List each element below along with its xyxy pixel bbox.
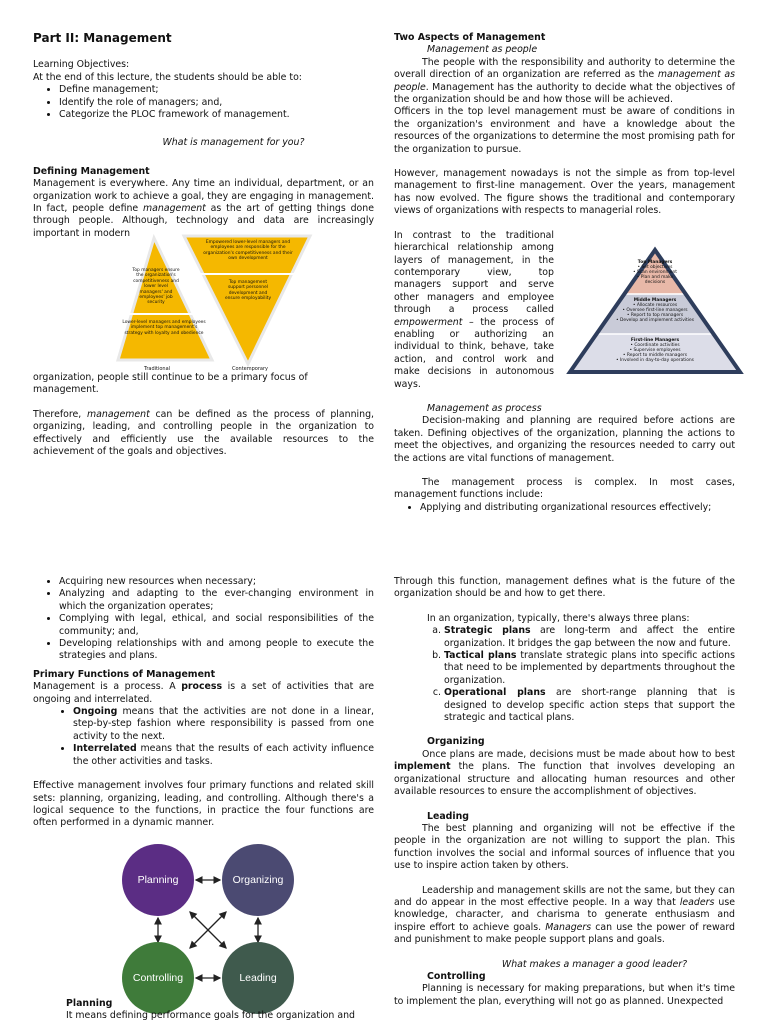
leading-paragraph-1: The best planning and organizing will not be effective if the people in the organization are not willing to support the plan. This function involves the social and informal sources of influence that you use to inspire action taken by others.	[394, 822, 735, 872]
first-line-managers-title: First-line Managers	[630, 338, 680, 343]
plans-intro: In an organization, typically, there's always three plans:	[427, 612, 690, 624]
aspects-heading: Two Aspects of Management	[394, 32, 546, 43]
organizing-circle: Organizing	[222, 844, 294, 916]
contemporary-bottom-text: Top management support personnel development and ensure employability	[224, 280, 272, 302]
list-item: • Supervise employees	[629, 348, 681, 353]
organizing-paragraph: Once plans are made, decisions must be made about how to best implement the plans. The function that involves developing an organizational structure and allocating human resources and other available resources to ensure the accomplishment of objectives.	[394, 748, 735, 798]
people-paragraph-2: Officers in the top level management must be aware of conditions in the organization's environment and have a knowledge about the resources of the organizations to determine the most promising path for the organization to pursue.	[394, 106, 735, 155]
list-item: • Report to middle managers	[622, 353, 688, 358]
list-item: c. Operational plans are short-range planning that is designed to develop specific action steps that support the strategic and tactical plans.	[444, 687, 735, 724]
contrast-paragraph: In contrast to the traditional hierarchical relationship among layers of management, in the contemporary view, top managers support and serve other managers and employee through a process called empowerment – the process of enabling or authorizing an individual to think, behave, take action, and control work and make decisions in autonomous ways.	[394, 229, 554, 390]
controlling-paragraph: Planning is necessary for making preparations, but when it's time to implement the plan, everything will not go as planned. Unexpected	[394, 983, 735, 1007]
first-line-managers-block	[590, 338, 720, 363]
planning-heading: Planning	[66, 998, 113, 1009]
planning-paragraph: It means defining performance goals for the organization and	[66, 1010, 355, 1022]
plans-list	[394, 625, 735, 724]
top-managers-title: Top Managers	[637, 260, 673, 265]
list-item: • Ongoing means that the activities are not done in a linear, step-by-step fashion where responsibility is passed from one activity to the next.	[73, 706, 374, 743]
people-paragraph-3: However, management nowadays is not the simple as from top-level management to first-line management. Over the years, management has now evolved. The figure shows the traditional and contemporary views of organizations with respects to managerial roles.	[394, 168, 735, 217]
ploc-figure	[118, 840, 298, 1020]
list-item: • Oversee first-line managers	[622, 308, 688, 313]
question-heading: What is management for you?	[162, 137, 305, 149]
objectives-list	[33, 84, 374, 121]
process-list	[394, 502, 735, 514]
top-managers-block	[630, 260, 680, 285]
people-paragraph-1: The people with the responsibility and authority to determine the overall direction of an organization are referred as the management as people. Management has the authority to decide what the objectives of the organization should be and how those will be achieved.	[394, 56, 735, 106]
list-item: • Set objectives	[637, 265, 673, 270]
effective-paragraph: Effective management involves four primary functions and related skill sets: planning, organizing, leading, and controlling. Although there's a logical sequence to the functions, in practice the four functions are often performed in a dynamic manner.	[33, 780, 374, 829]
traditional-bottom-text: Lower-level managers and employees implement top management's strategy with loyalty and obedience	[122, 320, 206, 336]
planning-circle: Planning	[122, 844, 194, 916]
defining-paragraph-1-end: organization, people still continue to be a primary focus of management.	[33, 372, 308, 396]
process-subheading: Management as process	[427, 402, 542, 414]
process-paragraph-1: Decision-making and planning are required before actions are taken. Defining objectives of the organization, planning the actions to meet the objectives, and organizing the resources needed to carry out the actions are vital functions of management.	[394, 415, 735, 464]
left-column-top	[33, 32, 374, 240]
defining-paragraph-2: Therefore, management can be defined as the process of planning, organizing, leading, and controlling people in the organization to effectively and efficiently use the available resources to the achievement of the goals and objectives.	[33, 408, 374, 458]
list-item: • Complying with legal, ethical, and social responsibilities of the community; and,	[59, 613, 374, 638]
contemporary-label: Contemporary	[232, 366, 268, 372]
list-item: • Scan environment	[632, 270, 678, 275]
defining-heading: Defining Management	[33, 165, 150, 177]
list-item: • Categorize the PLOC framework of management.	[59, 109, 374, 121]
list-item: • Interrelated means that the results of each activity influence the other activities and tasks.	[73, 743, 374, 768]
objectives-label: Learning Objectives:	[33, 59, 130, 71]
controlling-circle: Controlling	[122, 942, 194, 1014]
list-item: b. Tactical plans translate strategic plans into specific actions that need to be implemented by departments throughout the organization.	[444, 650, 735, 687]
middle-managers-block	[600, 298, 710, 323]
list-item: • Identify the role of managers; and,	[59, 97, 374, 109]
right-column-bottom	[394, 576, 735, 1008]
process-attributes-list	[33, 706, 374, 768]
list-item: • Involved in day-to-day operations	[616, 358, 694, 363]
left-column-planning	[33, 998, 374, 1023]
process-paragraph-2: The management process is complex. In most cases, management functions include:	[394, 477, 735, 501]
through-paragraph: Through this function, management defines what is the future of the organization should be and how to get there.	[394, 576, 735, 600]
list-item: a. Strategic plans are long-term and affect the entire organization. It bridges the gap between the now and future.	[444, 625, 735, 650]
traditional-label: Traditional	[144, 366, 171, 372]
leading-heading: Leading	[427, 810, 469, 822]
list-item: • Define management;	[59, 84, 374, 96]
primary-functions-heading: Primary Functions of Management	[33, 668, 216, 680]
management-views-figure	[114, 232, 314, 374]
people-subheading: Management as people	[427, 44, 538, 56]
list-item: • Analyzing and adapting to the ever-changing environment in which the organization operates;	[59, 588, 374, 613]
list-item: • Develop and implement activities	[615, 318, 694, 323]
manager-levels-pyramid	[560, 230, 750, 378]
list-item: • Allocate resources	[632, 303, 678, 308]
traditional-top-text: Top managers ensure the organization's competitiveness and lower level managers' and employees' job security	[132, 268, 180, 306]
list-item: • Applying and distributing organizational resources effectively;	[420, 502, 735, 514]
primary-paragraph: Management is a process. A process is a set of activities that are ongoing and interrelated.	[33, 681, 374, 705]
list-item: • Developing relationships with and among people to execute the strategies and plans.	[59, 638, 374, 663]
leading-paragraph-2: Leadership and management skills are not the same, but they can and do appear in the most effective people. In a way that leaders use knowledge, character, and charisma to generate enthusiasm and inspire effort to achieve goals. Managers can use the power of reward and punishment to make people support plans and goals.	[394, 884, 736, 946]
list-item: • Plan and make decisions	[636, 275, 674, 285]
list-item: • Coordinate activities	[630, 343, 680, 348]
leader-question: What makes a manager a good leader?	[501, 958, 688, 970]
leading-circle: Leading	[222, 942, 294, 1014]
list-item: • Acquiring new resources when necessary;	[59, 576, 374, 588]
left-column-bottom	[33, 576, 374, 830]
defining-paragraph-1: Management is everywhere. Any time an individual, department, or an organization work to achieve a goal, they are engaging in management. In fact, people define management as the art of getting things done through people. Although, technology and data are increasingly important in modern	[33, 178, 374, 239]
controlling-heading: Controlling	[427, 970, 486, 982]
part-title: Part II: Management	[33, 31, 172, 45]
contemporary-top-text: Empowered lower-level managers and employees are responsible for the organization's competitiveness and their own development	[203, 240, 293, 262]
left-column-top-continued	[33, 372, 374, 458]
organizing-heading: Organizing	[427, 736, 485, 748]
list-item: • Report to top managers	[626, 313, 684, 318]
objectives-intro: At the end of this lecture, the students should be able to:	[33, 71, 302, 83]
functions-list	[33, 576, 374, 663]
middle-managers-title: Middle Managers	[633, 298, 677, 303]
